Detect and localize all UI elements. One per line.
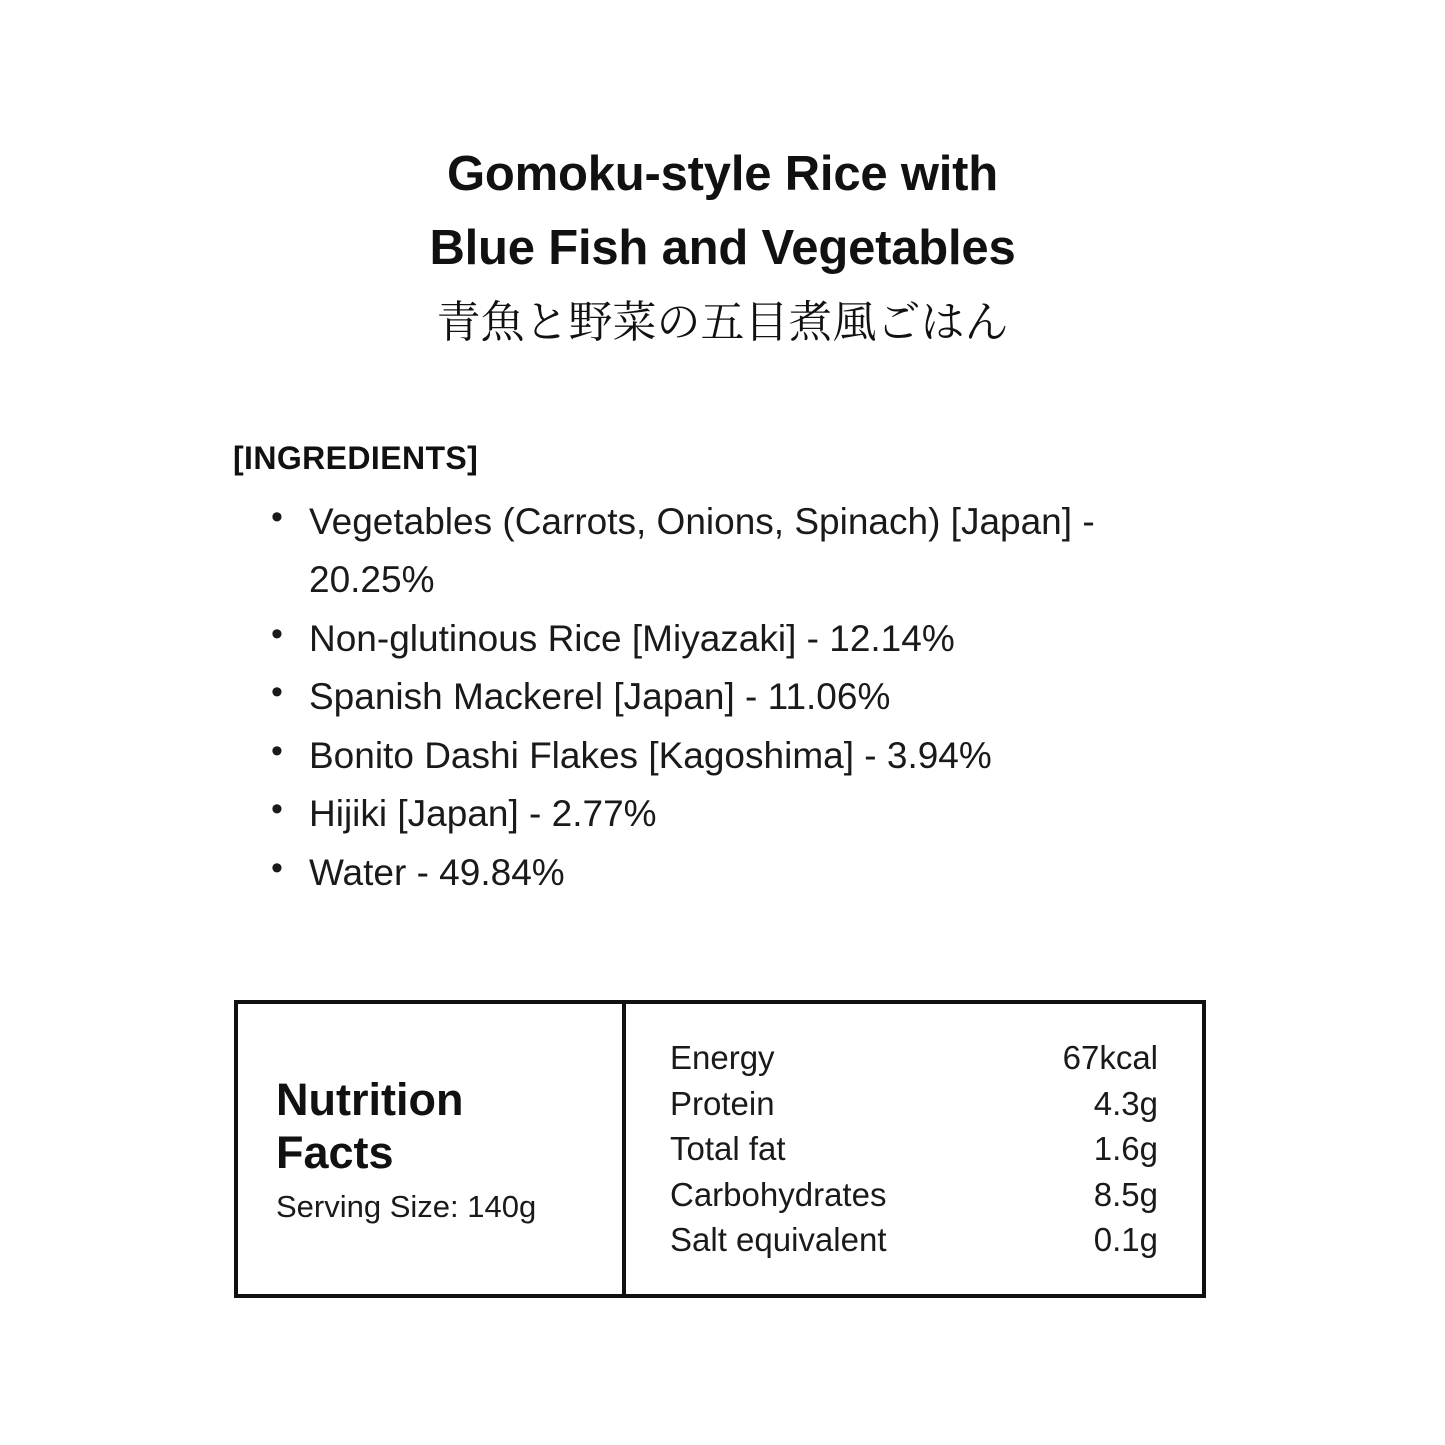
list-item: • Spanish Mackerel [Japan] - 11.06%	[233, 668, 1213, 726]
nutrient-label: Protein	[670, 1084, 775, 1122]
nutrient-value: 4.3g	[1093, 1084, 1158, 1122]
nutrient-label: Total fat	[670, 1130, 786, 1168]
table-row	[670, 1035, 1158, 1081]
nutrient-value: 67kcal	[1062, 1039, 1158, 1077]
nutrient-value: 0.1g	[1093, 1221, 1158, 1259]
table-row	[670, 1126, 1158, 1172]
list-item: • Non-glutinous Rice [Miyazaki] - 12.14%	[233, 610, 1213, 668]
nutrient-label: Carbohydrates	[670, 1175, 887, 1213]
serving-size-text: Serving Size: 140g	[276, 1189, 537, 1225]
ingredients-section	[233, 440, 1213, 902]
nutrition-facts-panel	[234, 1000, 1206, 1298]
table-row	[670, 1217, 1158, 1263]
nutrient-value: 1.6g	[1093, 1130, 1158, 1168]
list-item: • Vegetables (Carrots, Onions, Spinach) [Japan] - 20.25%	[233, 493, 1213, 610]
table-row	[670, 1172, 1158, 1218]
product-title-block	[0, 0, 1445, 355]
product-title-japanese: 青魚と野菜の五目煮風ごはん	[436, 298, 1009, 347]
ingredients-heading: [INGREDIENTS]	[233, 440, 479, 476]
nutrition-facts-header	[238, 1004, 626, 1294]
nutrition-facts-values	[626, 1004, 1202, 1294]
list-item: • Hijiki [Japan] - 2.77%	[233, 785, 1213, 843]
product-title-english-line1: Gomoku-style Rice with	[446, 147, 999, 201]
nutrient-value: 8.5g	[1093, 1175, 1158, 1213]
ingredients-list	[233, 493, 1213, 902]
list-item: • Water - 49.84%	[233, 844, 1213, 902]
nutrient-label: Energy	[670, 1039, 775, 1077]
list-item: • Bonito Dashi Flakes [Kagoshima] - 3.94%	[233, 727, 1213, 785]
nutrient-label: Salt equivalent	[670, 1221, 887, 1259]
table-row	[670, 1081, 1158, 1127]
product-title-english	[0, 138, 1445, 285]
product-title-english-line2: Blue Fish and Vegetables	[429, 220, 1016, 275]
nutrition-facts-title: Nutrition Facts	[276, 1073, 464, 1178]
